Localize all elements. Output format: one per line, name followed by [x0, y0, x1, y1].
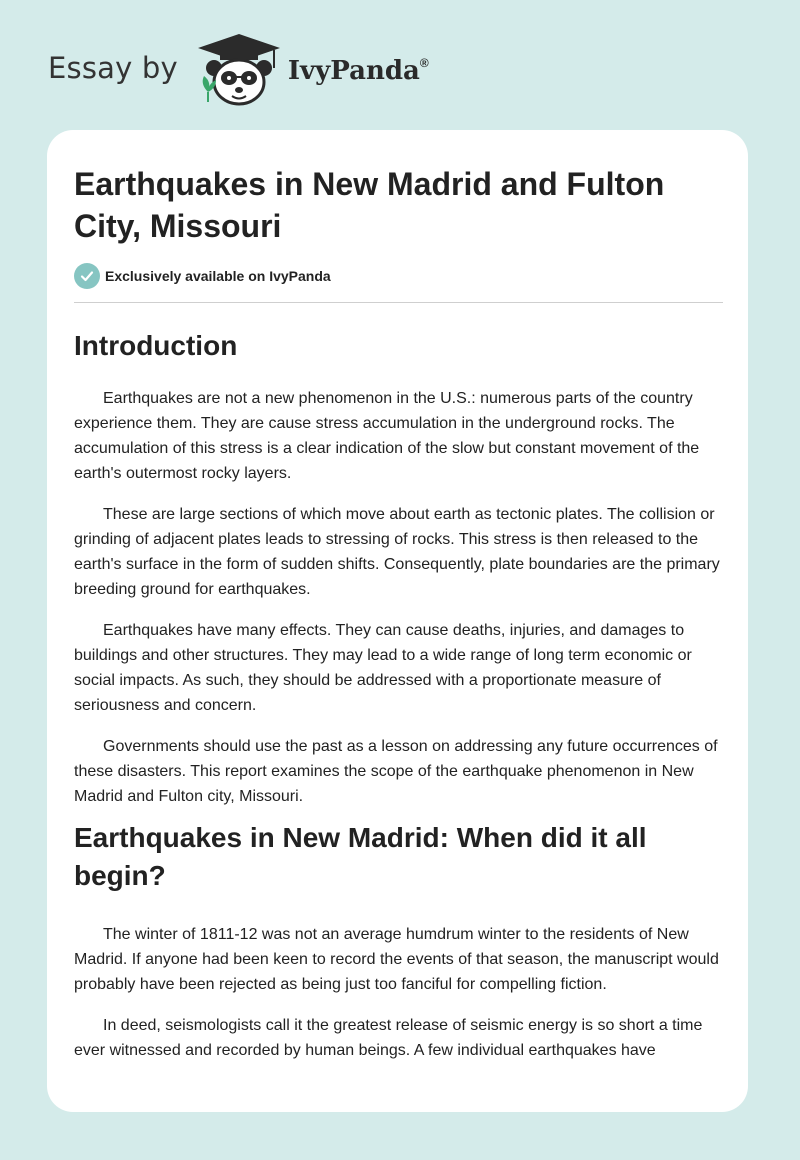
paragraph: In deed, seismologists call it the greatest release of seismic energy is so short a time ever witnessed and recorded by human beings. A few individual earthquakes have [74, 1017, 703, 1059]
page-title: Earthquakes in New Madrid and Fulton City, Missouri [74, 166, 665, 244]
site-header [48, 30, 429, 110]
brand-text: IvyPanda [287, 56, 420, 86]
registered-mark: ® [419, 56, 429, 70]
brand-name[interactable] [288, 56, 429, 86]
paragraph: These are large sections of which move about earth as tectonic plates. The collision or grinding of adjacent plates leads to stressing of rocks. This stress is then released to the earth's surface in the form of sudden shifts. Consequently, plate boundaries are the primary breeding ground for earthquakes. [74, 506, 720, 598]
exclusive-badge [74, 263, 331, 289]
paragraph: Governments should use the past as a lesson on addressing any future occurrences of these disasters. This report examines the scope of the earthquake phenomenon in New Madrid and Fulton city, Missouri. [74, 738, 718, 805]
essay-card [47, 130, 748, 1112]
paragraph: Earthquakes are not a new phenomenon in the U.S.: numerous parts of the country experience them. They are cause stress accumulation in the underground rocks. The accumulation of this stress is a clear indication of the slow but constant movement of the earth's outermost rocky layers. [74, 390, 700, 482]
badge-label: Exclusively available on IvyPanda [105, 268, 331, 284]
panda-logo-icon[interactable] [194, 30, 284, 110]
paragraph: Earthquakes have many effects. They can cause deaths, injuries, and damages to buildings and other structures. They may lead to a wide range of long term economic or social impacts. As such, they should be addressed with a proportionate measure of seriousness and concern. [74, 622, 692, 714]
divider [74, 302, 723, 303]
article-body [74, 323, 723, 1063]
paragraph: The winter of 1811-12 was not an average humdrum winter to the residents of New Madrid. If anyone had been keen to record the events of that season, the manuscript would probably have been rejected as being just too fanciful for compelling fiction. [74, 926, 719, 993]
section-heading-introduction: Introduction [74, 330, 238, 361]
essay-by-label: Essay by [48, 51, 178, 85]
section-heading-new-madrid: Earthquakes in New Madrid: When did it all begin? [74, 822, 647, 891]
check-icon [74, 263, 100, 289]
